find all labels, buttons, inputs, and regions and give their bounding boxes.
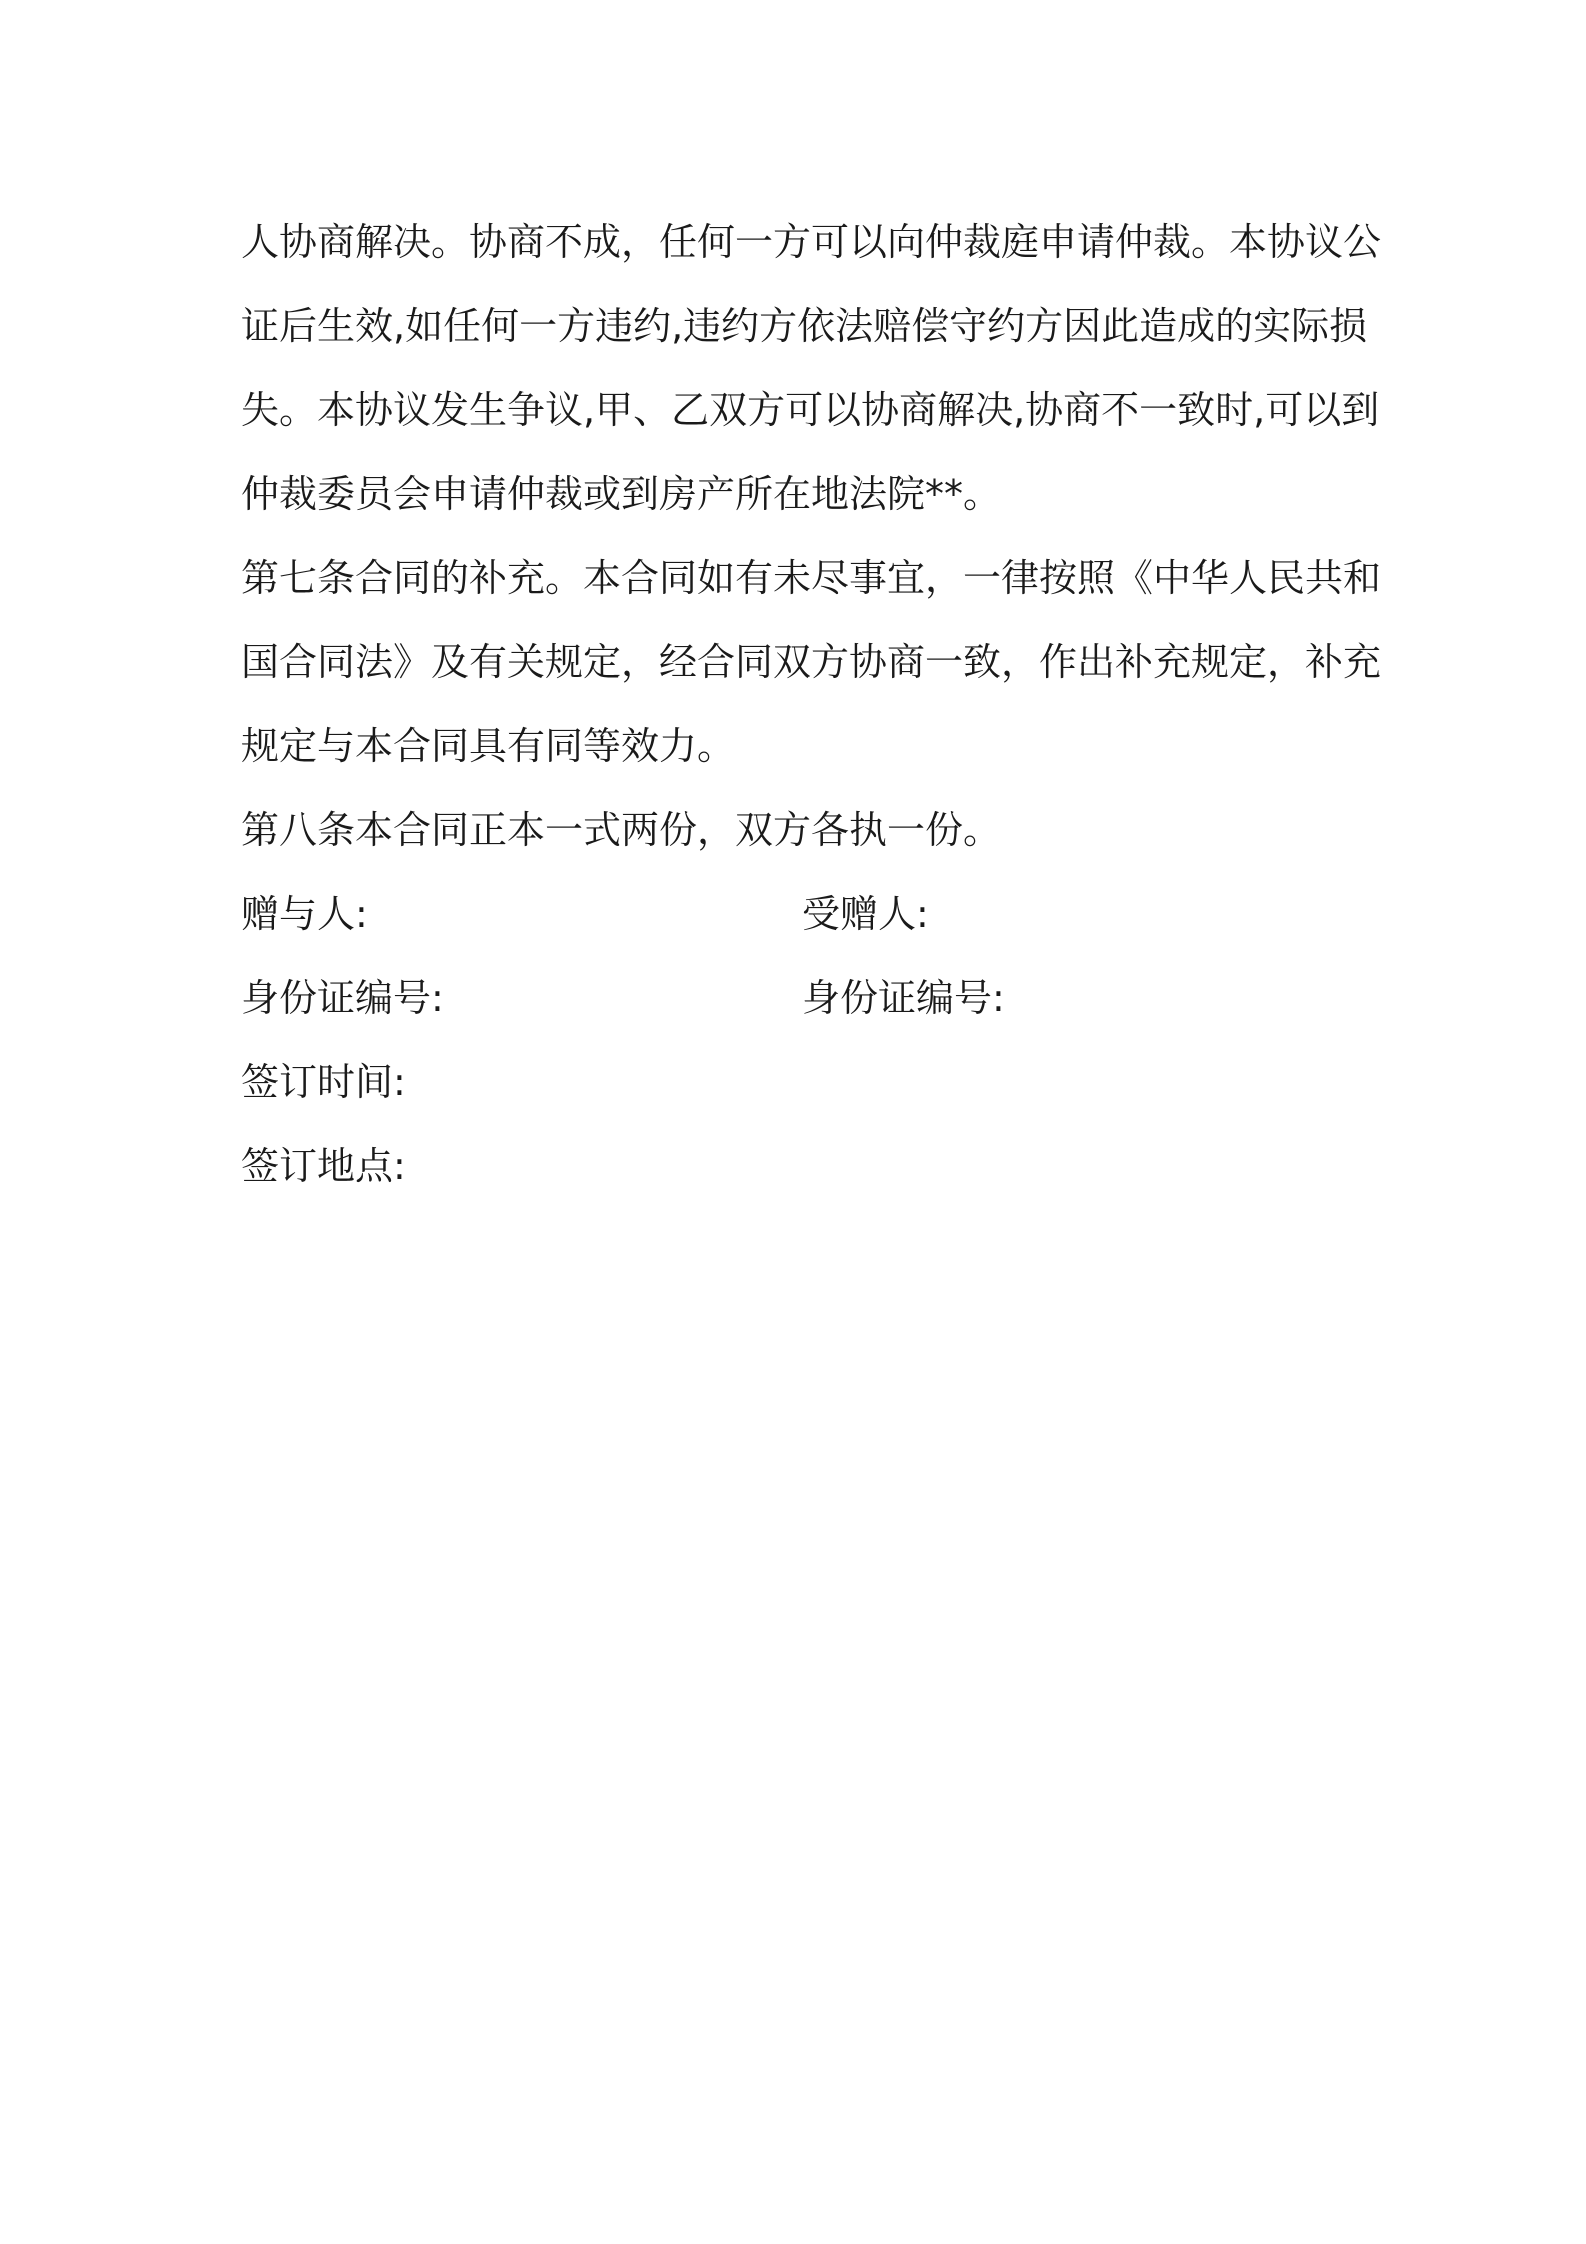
- article-8: [241, 788, 1351, 872]
- donee-id-label: 身份证编号:: [802, 976, 1005, 1020]
- text-line: 仲裁委员会申请仲裁或到房产所在地法院**。: [241, 472, 1002, 516]
- text-line: 证后生效,如任何一方违约,违约方依法赔偿守约方因此造成的实际损: [241, 304, 1368, 348]
- signing-time-label: 签订时间:: [241, 1060, 406, 1104]
- document-body: [241, 200, 1382, 1208]
- text-line: 第八条本合同正本一式两份，双方各执一份。: [241, 808, 1002, 852]
- paragraph-6-continued: [241, 200, 1382, 536]
- signature-row-place: [241, 1124, 1351, 1208]
- signature-row-time: [241, 1040, 1351, 1124]
- donor-id-label: 身份证编号:: [241, 976, 444, 1020]
- donee-label: 受赠人:: [802, 892, 929, 936]
- signature-row-parties: [241, 872, 1351, 956]
- text-line: 人协商解决。协商不成，任何一方可以向仲裁庭申请仲裁。本协议公: [241, 220, 1382, 264]
- text-line: 失。本协议发生争议,甲、乙双方可以协商解决,协商不一致时,可以到: [241, 388, 1380, 432]
- donor-label: 赠与人:: [241, 892, 368, 936]
- text-line: 规定与本合同具有同等效力。: [241, 724, 736, 768]
- text-line: 第七条合同的补充。本合同如有未尽事宜，一律按照《中华人民共和: [241, 556, 1382, 600]
- article-7: [241, 536, 1382, 788]
- signing-place-label: 签订地点:: [241, 1144, 406, 1188]
- signature-block: [241, 872, 1351, 1208]
- signature-row-ids: [241, 956, 1351, 1040]
- text-line: 国合同法》及有关规定，经合同双方协商一致，作出补充规定，补充: [241, 640, 1382, 684]
